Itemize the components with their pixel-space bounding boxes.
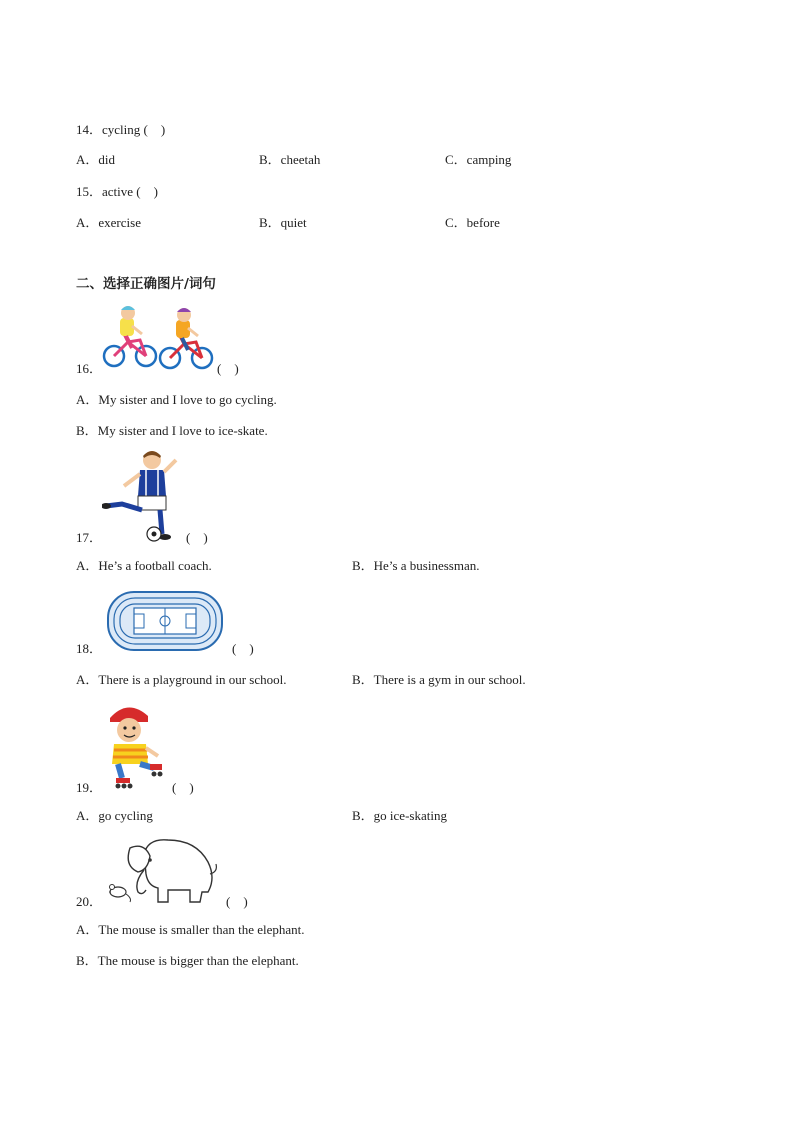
- q19-option-b[interactable]: B．go ice-skating: [352, 808, 447, 823]
- q18-option-a[interactable]: A．There is a playground in our school.: [76, 672, 287, 687]
- section-heading: 二、选择正确图片/词句: [76, 276, 216, 292]
- q15-stem: 15．active ( ): [76, 184, 158, 199]
- q17-option-a[interactable]: A．He’s a football coach.: [76, 558, 212, 573]
- q20-option-a[interactable]: A．The mouse is smaller than the elephant.: [76, 922, 305, 937]
- q20-number: 20．: [76, 894, 103, 909]
- q18-answer-paren[interactable]: ( ): [232, 641, 254, 656]
- q14-option-a[interactable]: A．did: [76, 152, 116, 167]
- q17-number: 17．: [76, 530, 103, 545]
- q14-option-b[interactable]: B．cheetah: [259, 152, 321, 167]
- q16-number: 16．: [76, 361, 103, 376]
- q19-option-a[interactable]: A．go cycling: [76, 808, 153, 823]
- q18-number: 18．: [76, 641, 103, 656]
- football-player-icon: [102, 448, 184, 544]
- q19-answer-paren[interactable]: ( ): [172, 780, 194, 795]
- q14-option-c[interactable]: C．camping: [445, 152, 512, 167]
- sports-field-icon: [106, 590, 224, 652]
- q18-option-b[interactable]: B．There is a gym in our school.: [352, 672, 526, 687]
- q15-option-c[interactable]: C．before: [445, 215, 500, 230]
- q17-option-b[interactable]: B．He’s a businessman.: [352, 558, 480, 573]
- q16-answer-paren[interactable]: ( ): [217, 361, 239, 376]
- q20-option-b[interactable]: B．The mouse is bigger than the elephant.: [76, 953, 299, 968]
- elephant-mouse-icon: [104, 834, 222, 906]
- q16-option-a[interactable]: A．My sister and I love to go cycling.: [76, 392, 277, 407]
- q14-stem: 14．cycling ( ): [76, 122, 166, 137]
- q16-option-b[interactable]: B．My sister and I love to ice-skate.: [76, 423, 268, 438]
- q20-answer-paren[interactable]: ( ): [226, 894, 248, 909]
- q15-option-b[interactable]: B．quiet: [259, 215, 307, 230]
- q17-answer-paren[interactable]: ( ): [186, 530, 208, 545]
- roller-skater-icon: [104, 702, 166, 790]
- kids-cycling-icon: [102, 304, 214, 372]
- q19-number: 19．: [76, 780, 103, 795]
- q15-option-a[interactable]: A．exercise: [76, 215, 141, 230]
